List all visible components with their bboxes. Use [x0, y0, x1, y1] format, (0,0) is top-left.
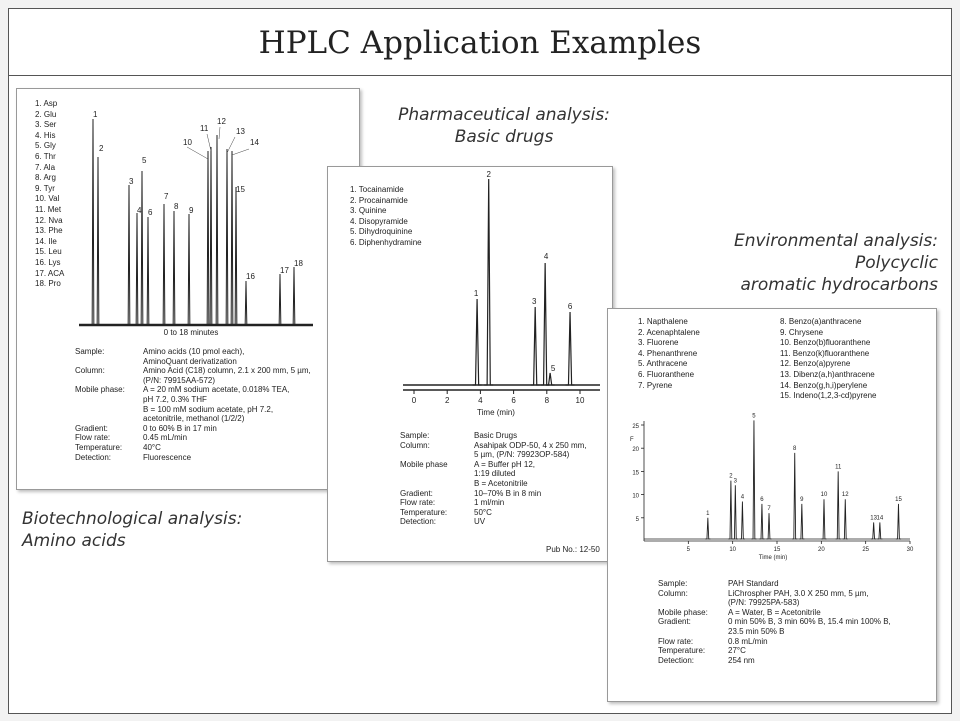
peak-13 [871, 522, 876, 539]
x-tick-label: 6 [511, 396, 516, 405]
condition-label: Sample: [658, 579, 688, 588]
biotech-caption-line2: Amino acids [22, 531, 126, 551]
condition-label: Mobile phase: [75, 385, 125, 395]
peak-5 [751, 420, 756, 539]
peak-14 [877, 522, 882, 539]
compound-item: 14. Ile [35, 236, 57, 246]
condition-row [400, 460, 610, 489]
title-divider [9, 75, 951, 76]
amino-acid-chromatogram-panel [16, 88, 360, 490]
peak-label: 17 [280, 266, 289, 275]
condition-value: 0.45 mL/min [143, 433, 188, 443]
condition-label: Detection: [658, 655, 695, 665]
peak-label: 13 [870, 515, 877, 522]
y-tick-label: 10 [632, 493, 639, 500]
condition-row [400, 498, 610, 508]
biotech-caption [22, 508, 242, 552]
condition-row [400, 489, 610, 499]
peak-9 [799, 504, 804, 539]
condition-value: Amino acids (10 pmol each), AminoQuant derivatization [143, 347, 245, 366]
condition-row [658, 608, 928, 618]
condition-label: Temperature: [400, 507, 448, 517]
pah-chromatogram-panel [607, 308, 937, 702]
peak-4 [135, 213, 140, 325]
x-axis-label: Time (min) [758, 555, 788, 561]
compound-item: 7. Pyrene [638, 380, 673, 390]
compound-item: 16. Lys [35, 257, 61, 267]
peak-4 [740, 502, 745, 539]
compound-item: 1. Napthalene [638, 317, 688, 326]
y-tick-label: 15 [632, 470, 639, 477]
peak-9 [187, 214, 192, 325]
condition-label: Mobile phase [400, 459, 448, 469]
basic-drugs-conditions [400, 431, 610, 527]
compound-item: 4. Disopyramide [350, 216, 408, 226]
publication-number: Pub No.: 12-50 [546, 545, 600, 554]
condition-label: Gradient: [400, 488, 433, 498]
amino-acid-conditions [75, 347, 355, 462]
env-caption-line3: aromatic hydrocarbons [740, 275, 938, 295]
condition-value: 40°C [143, 442, 161, 452]
y-tick-label: 5 [635, 516, 639, 523]
condition-row [400, 431, 610, 441]
condition-row [75, 366, 355, 385]
condition-label: Gradient: [75, 423, 108, 433]
pah-chromatogram [608, 309, 938, 571]
condition-value: PAH Standard [728, 579, 779, 588]
condition-label: Sample: [75, 347, 105, 356]
compound-item: 2. Acenaphtalene [638, 327, 700, 337]
peak-label: 1 [93, 110, 98, 119]
peak-label: 7 [767, 506, 771, 513]
condition-label: Sample: [400, 431, 430, 440]
peak-15 [234, 187, 239, 325]
condition-row [400, 517, 610, 527]
peak-11 [836, 471, 841, 539]
peak-label: 7 [164, 192, 169, 201]
peak-2 [728, 481, 733, 539]
peak-17 [278, 274, 283, 325]
compound-item: 13. Phe [35, 226, 63, 236]
condition-row [658, 637, 928, 647]
peak-label: 4 [137, 206, 142, 215]
peak-label: 16 [246, 272, 255, 281]
condition-label: Detection: [75, 452, 112, 462]
x-tick-label: 20 [817, 547, 825, 553]
compound-item: 15. Leu [35, 247, 62, 257]
peak-14 [230, 151, 235, 325]
peak-6 [146, 217, 151, 325]
peak-15 [896, 504, 901, 539]
compound-item: 6. Fluoranthene [638, 369, 695, 379]
condition-row [75, 443, 355, 453]
peak-10 [206, 151, 211, 325]
compound-item: 6. Thr [35, 151, 56, 161]
compound-item: 3. Fluorene [638, 338, 679, 348]
axis-label: 0 to 18 minutes [163, 328, 219, 337]
compound-item: 1. Asp [35, 99, 58, 108]
basic-drugs-chromatogram-panel [327, 166, 613, 562]
compound-item: 2. Glu [35, 109, 57, 119]
peak-label: 14 [250, 138, 259, 147]
condition-value: 0 min 50% B, 3 min 60% B, 15.4 min 100% B, 23.5 min 50% B [728, 617, 891, 636]
compound-item: 17. ACA [35, 268, 65, 278]
peak-label: 1 [706, 510, 710, 517]
peak-label: 15 [236, 185, 245, 194]
compound-item: 5. Gly [35, 141, 56, 151]
condition-row [658, 656, 928, 666]
compound-item: 8. Arg [35, 173, 56, 183]
peak-7 [162, 204, 167, 325]
peak-label: 15 [895, 496, 902, 503]
peak-10 [821, 499, 826, 539]
compound-item: 6. Diphenhydramine [350, 237, 422, 247]
peak-6 [759, 504, 764, 539]
x-tick-label: 2 [444, 396, 450, 405]
condition-row [400, 508, 610, 518]
peak-label: 12 [217, 117, 226, 126]
compound-item: 4. Phenanthrene [638, 348, 698, 358]
pharma-caption-line2: Basic drugs [454, 127, 554, 147]
condition-value: LiChrospher PAH, 3.0 X 250 mm, 5 µm, (P/N: 79925PA-583) [728, 588, 869, 608]
x-tick-label: 0 [411, 396, 417, 405]
peak-label: 6 [760, 496, 764, 503]
peak-1 [473, 299, 482, 385]
peak-4 [541, 263, 550, 385]
compound-item: 12. Nva [35, 215, 63, 225]
env-caption [694, 230, 938, 296]
y-tick-label: 25 [632, 424, 639, 430]
peak-3 [733, 485, 738, 539]
condition-label: Column: [75, 366, 105, 376]
peak-13 [225, 149, 230, 325]
condition-row [75, 424, 355, 434]
peak-label: 1 [473, 289, 479, 298]
y-tick-label: 20 [632, 447, 639, 454]
condition-value: 254 nm [728, 655, 755, 665]
peak-label: 13 [236, 127, 245, 136]
pah-conditions [658, 579, 928, 665]
compound-item: 18. Pro [35, 279, 61, 289]
condition-value: UV [474, 517, 486, 527]
x-tick-label: 4 [478, 396, 483, 405]
peak-3 [127, 185, 132, 325]
condition-row [658, 646, 928, 656]
env-caption-line1: Environmental analysis: [733, 231, 938, 251]
compound-item: 7. Ala [35, 162, 56, 172]
condition-row [658, 589, 928, 608]
condition-value: A = Water, B = Acetonitrile [728, 607, 821, 617]
condition-value: 27°C [728, 646, 746, 656]
peak-label: 4 [740, 494, 745, 501]
condition-value: 50°C [474, 507, 492, 517]
compound-item: 2. Procainamide [350, 195, 408, 205]
condition-label: Column: [658, 588, 688, 598]
slide-title: HPLC Application Examples [258, 25, 702, 61]
condition-label: Flow rate: [75, 433, 111, 443]
label-leader [227, 137, 235, 153]
peak-3 [531, 307, 540, 385]
peak-label: 5 [142, 156, 147, 165]
x-tick-label: 30 [906, 547, 914, 553]
x-tick-label: 10 [729, 547, 737, 553]
condition-value: A = 20 mM sodium acetate, 0.018% TEA, pH 7.2, 0.3% THF B = 100 mM sodium acetate, pH 7.2, acetonitrile, methanol (1/2/2) [143, 385, 290, 424]
peak-label: 8 [793, 445, 797, 452]
peak-label: 3 [733, 478, 737, 485]
pharma-caption [385, 104, 623, 148]
condition-label: Temperature: [658, 646, 706, 656]
peak-label: 6 [148, 208, 153, 217]
compound-item: 13. Dibenz(a,h)anthracene [780, 369, 875, 379]
compound-item: 5. Anthracene [638, 359, 688, 369]
condition-row [75, 347, 355, 366]
peak-8 [792, 453, 797, 539]
compound-item: 3. Quinine [350, 206, 387, 216]
peak-label: 3 [129, 177, 134, 186]
compound-item: 1. Tocainamide [350, 185, 404, 194]
label-leader [187, 147, 208, 159]
compound-item: 15. Indeno(1,2,3-cd)pyrene [780, 391, 877, 401]
condition-value: Asahipak ODP-50, 4 x 250 mm, 5 µm, (P/N: 79923OP-584) [474, 440, 587, 460]
peak-12 [215, 135, 220, 325]
env-caption-line2: Polycyclic [855, 253, 938, 273]
condition-row [75, 453, 355, 463]
condition-value: A = Buffer pH 12, 1:19 diluted B = Acetonitrile [474, 459, 536, 488]
peak-16 [244, 281, 249, 325]
condition-label: Column: [400, 440, 430, 450]
x-tick-label: 5 [686, 547, 691, 553]
condition-row [658, 579, 928, 589]
peak-label: 8 [174, 202, 179, 211]
pharma-caption-line1: Pharmaceutical analysis: [398, 105, 610, 125]
compound-item: 3. Ser [35, 120, 57, 130]
condition-label: Detection: [400, 517, 437, 527]
peak-label: 10 [820, 492, 828, 499]
peak-6 [566, 312, 575, 385]
peak-label: 2 [99, 144, 104, 153]
condition-value: 10–70% B in 8 min [474, 488, 542, 498]
peak-label: 2 [486, 170, 491, 179]
peak-2 [484, 179, 493, 385]
peak-11 [209, 147, 214, 325]
condition-row [75, 385, 355, 423]
condition-label: Gradient: [658, 617, 691, 627]
peak-label: 10 [183, 138, 192, 147]
peak-label: 18 [294, 259, 303, 268]
peak-label: 9 [189, 206, 194, 215]
compound-item: 9. Tyr [35, 183, 55, 193]
peak-label: 14 [876, 515, 884, 522]
peak-label: 4 [543, 252, 549, 261]
condition-value: 1 ml/min [474, 498, 505, 508]
condition-label: Mobile phase: [658, 607, 708, 617]
peak-label: 9 [800, 496, 804, 503]
condition-value: Fluorescence [143, 452, 192, 462]
condition-value: Basic Drugs [474, 431, 518, 440]
peak-7 [766, 513, 771, 539]
compound-item: 12. Benzo(a)pyrene [780, 359, 851, 369]
label-leader [207, 134, 211, 151]
compound-item: 11. Met [35, 204, 62, 214]
condition-label: Temperature: [75, 442, 123, 452]
compound-item: 5. Dihydroquinine [350, 227, 413, 237]
x-tick-label: 25 [862, 547, 870, 553]
peak-1 [91, 119, 96, 325]
peak-label: 3 [531, 297, 537, 306]
x-tick-label: 10 [575, 396, 585, 405]
peak-8 [172, 211, 177, 325]
peak-label: 6 [567, 302, 573, 311]
compound-item: 10. Val [35, 194, 60, 204]
peak-label: 11 [200, 124, 209, 133]
peak-label: 12 [841, 492, 849, 499]
peak-12 [843, 499, 848, 539]
condition-label: Flow rate: [658, 636, 694, 646]
peak-label: 5 [752, 413, 756, 420]
label-leader [219, 127, 220, 139]
compound-item: 10. Benzo(b)fluoranthene [780, 338, 871, 348]
compound-item: 8. Benzo(a)anthracene [780, 317, 862, 326]
compound-item: 9. Chrysene [780, 327, 824, 337]
peak-label: 11 [835, 464, 842, 471]
condition-value: 0.8 mL/min [728, 636, 768, 646]
condition-value: 0 to 60% B in 17 min [143, 423, 217, 433]
peak-1 [705, 518, 710, 539]
compound-item: 14. Benzo(g,h,i)perylene [780, 380, 868, 390]
peak-5 [140, 171, 145, 325]
condition-row [400, 441, 610, 460]
x-axis-label: Time (min) [477, 408, 515, 417]
peak-2 [96, 157, 101, 325]
condition-row [75, 433, 355, 443]
x-tick-label: 15 [773, 547, 781, 553]
amino-acid-chromatogram [17, 89, 361, 339]
compound-item: 11. Benzo(k)fluoranthene [780, 348, 870, 358]
basic-drugs-chromatogram [328, 167, 614, 427]
x-tick-label: 8 [544, 396, 550, 405]
compound-item: 4. His [35, 130, 56, 140]
peak-label: 5 [550, 364, 556, 373]
label-leader [232, 149, 249, 155]
condition-label: Flow rate: [400, 498, 436, 508]
peak-label: 2 [729, 473, 733, 480]
biotech-caption-line1: Biotechnological analysis: [22, 509, 243, 529]
condition-row [658, 617, 928, 636]
condition-value: Amino Acid (C18) column, 2.1 x 200 mm, 5 µm, (P/N: 79915AA-572) [143, 366, 311, 385]
y-axis-label: F [630, 437, 634, 443]
peak-18 [292, 267, 297, 325]
